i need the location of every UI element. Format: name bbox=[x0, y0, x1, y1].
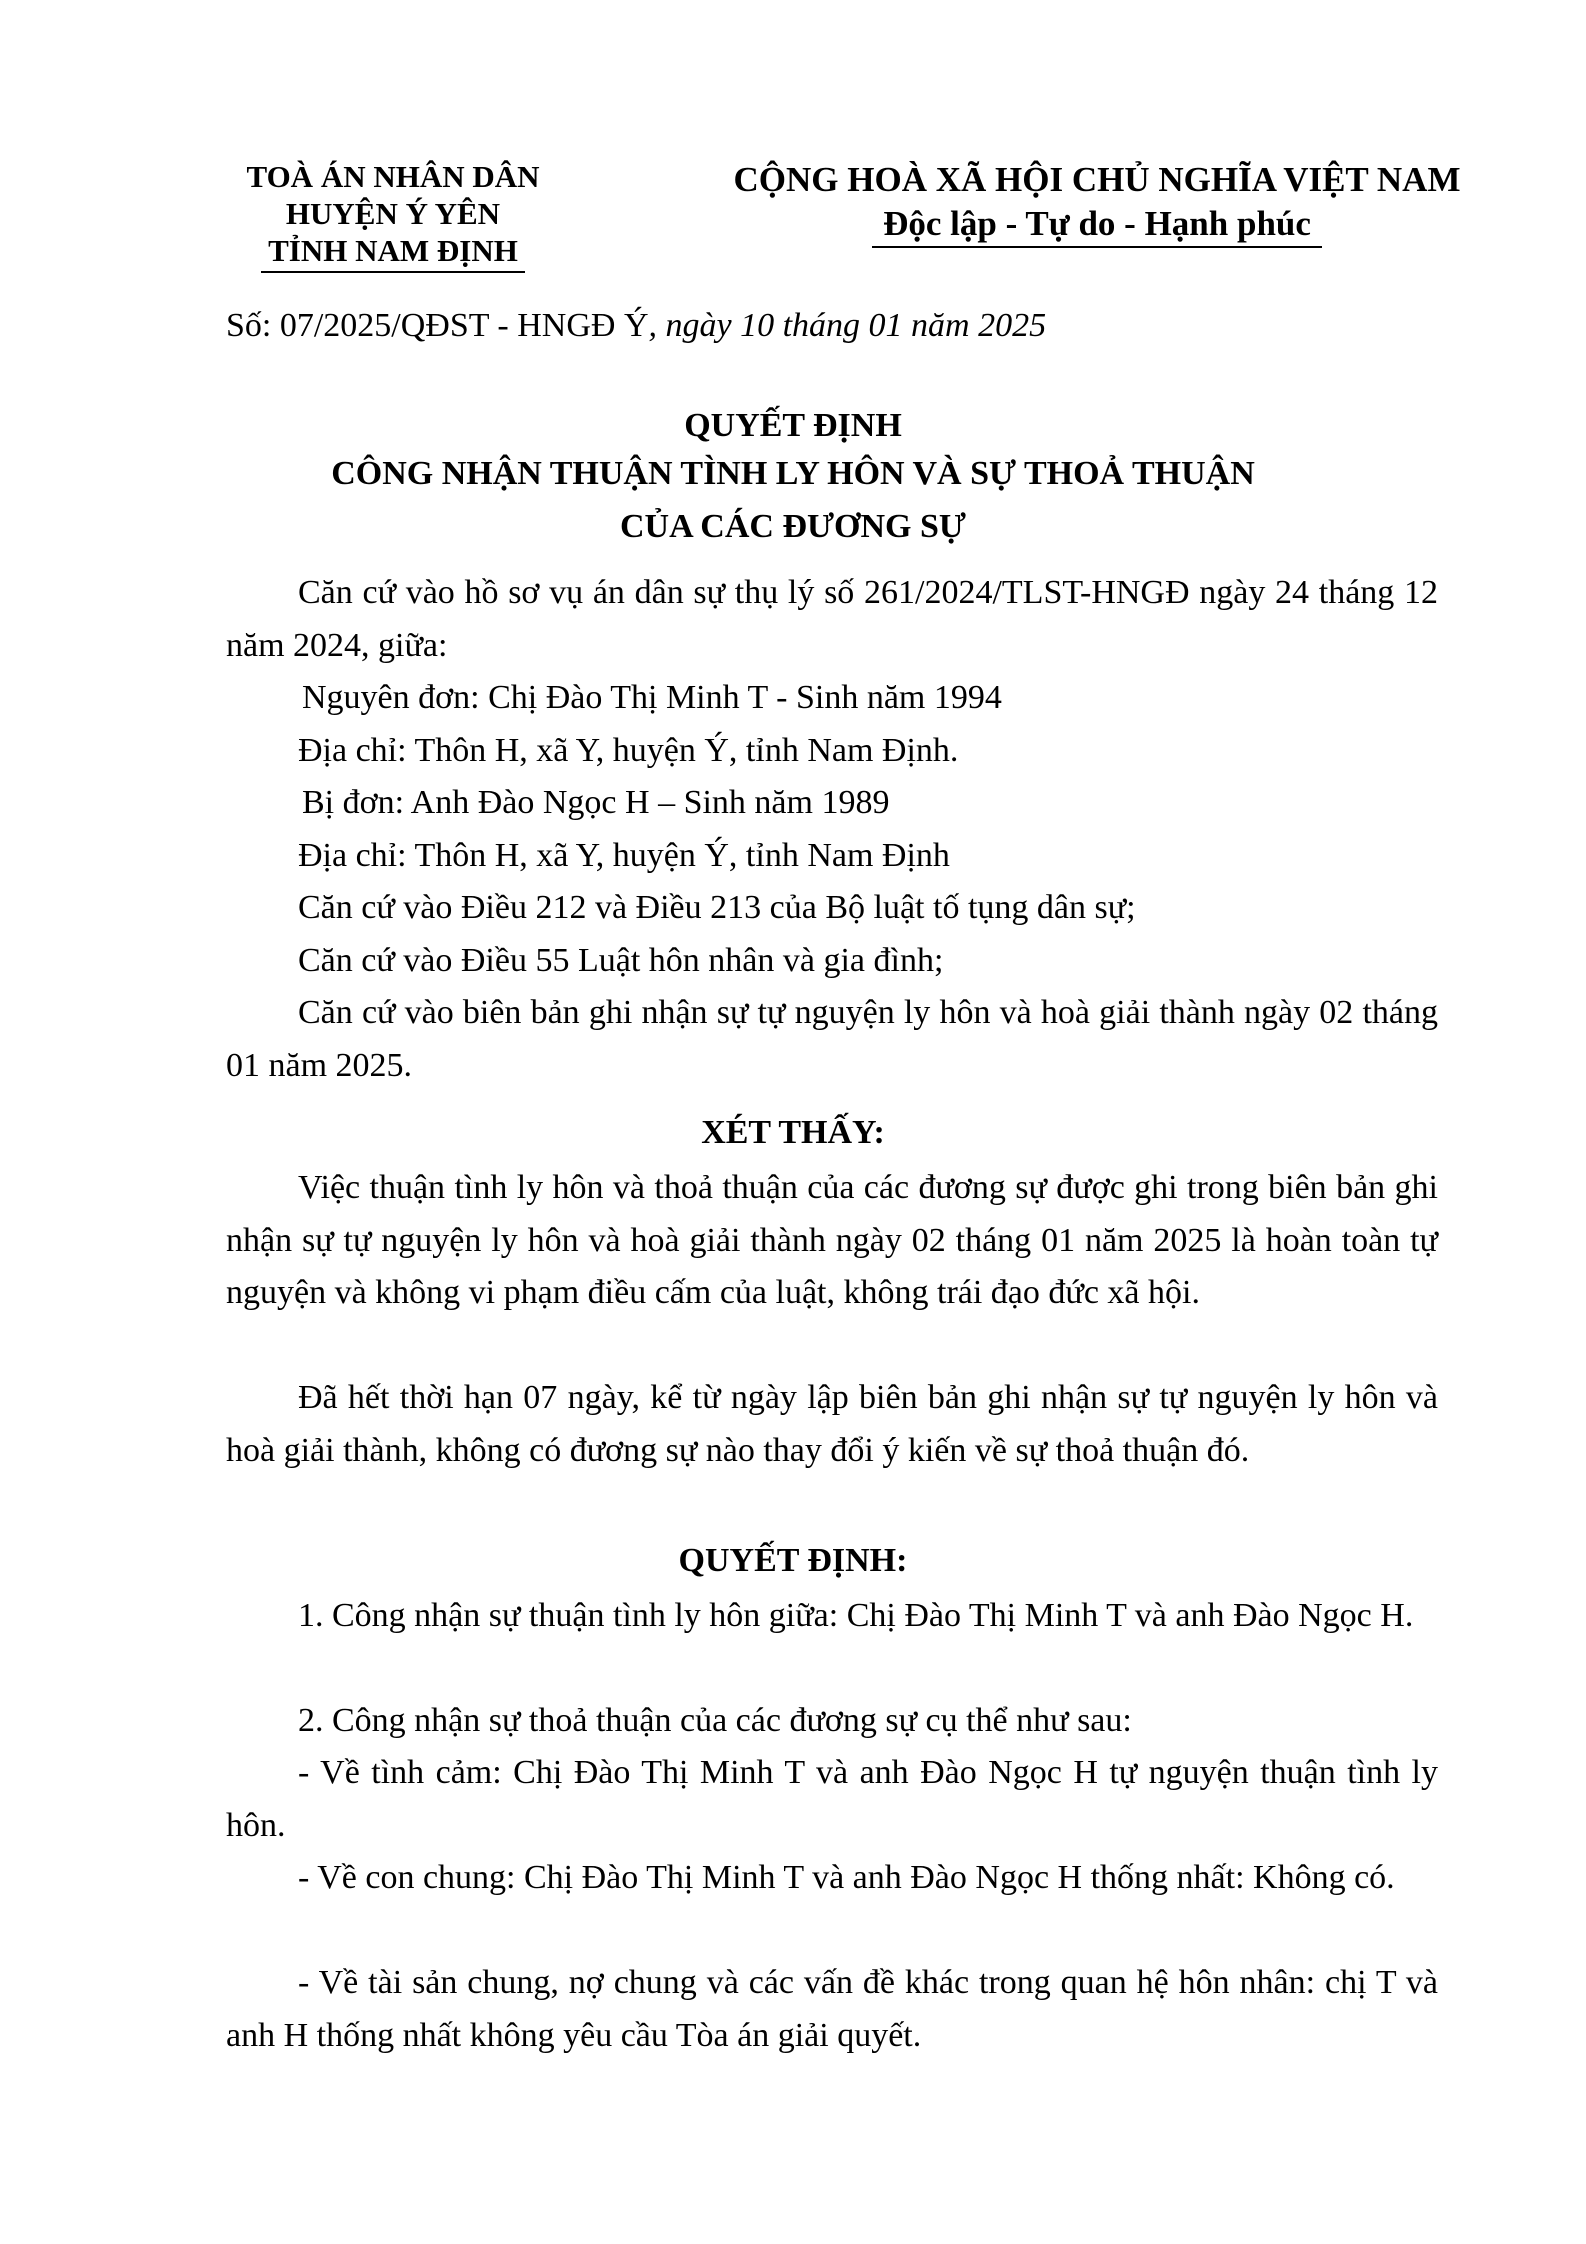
court-underline bbox=[261, 271, 525, 273]
decision-item-1: 1. Công nhận sự thuận tình ly hôn giữa: Chị Đào Thị Minh T và anh Đào Ngọc H. bbox=[298, 1597, 1414, 1634]
findings-paragraph-2: Đã hết thời hạn 07 ngày, kể từ ngày lập biên bản ghi nhận sự tự nguyện ly hôn và hoà giải thành, không có đương sự nào thay đổi ý kiến về sự thoả thuận đó. bbox=[226, 1379, 1438, 1469]
decision-item-2: 2. Công nhận sự thoả thuận của các đương sự cụ thể như sau: bbox=[298, 1702, 1132, 1739]
plaintiff-address-line: Địa chỉ: Thôn H, xã Y, huyện Ý, tỉnh Nam Định. bbox=[298, 732, 959, 769]
document-number: Số: 07/2025/QĐST - HNGĐ Ý bbox=[226, 307, 649, 344]
document-date: , ngày 10 tháng 01 năm 2025 bbox=[648, 307, 1047, 344]
law-basis-line-2: Căn cứ vào Điều 55 Luật hôn nhân và gia đình; bbox=[298, 942, 944, 979]
record-basis-paragraph: Căn cứ vào biên bản ghi nhận sự tự nguyện ly hôn và hoà giải thành ngày 02 tháng 01 năm 2025. bbox=[226, 994, 1438, 1084]
court-district: HUYỆN Ý YÊN bbox=[285, 196, 501, 231]
motto-underline bbox=[872, 246, 1322, 248]
defendant-line: Bị đơn: Anh Đào Ngọc H – Sinh năm 1989 bbox=[302, 784, 890, 821]
court-header bbox=[228, 158, 558, 273]
decision-property: - Về tài sản chung, nợ chung và các vấn đề khác trong quan hệ hôn nhân: chị T và anh H thống nhất không yêu cầu Tòa án giải quyết. bbox=[226, 1964, 1438, 2054]
country-name: CỘNG HOÀ XÃ HỘI CHỦ NGHĨA VIỆT NAM bbox=[733, 160, 1461, 199]
decision-children: - Về con chung: Chị Đào Thị Minh T và anh Đào Ngọc H thống nhất: Không có. bbox=[298, 1859, 1395, 1896]
findings-heading: XÉT THẤY: bbox=[701, 1114, 885, 1151]
document-title: QUYẾT ĐỊNH bbox=[684, 407, 902, 444]
court-name: TOÀ ÁN NHÂN DÂN bbox=[246, 159, 540, 194]
plaintiff-line: Nguyên đơn: Chị Đào Thị Minh T - Sinh năm 1994 bbox=[302, 679, 1002, 716]
national-header bbox=[712, 158, 1482, 248]
basis-case-paragraph: Căn cứ vào hồ sơ vụ án dân sự thụ lý số 261/2024/TLST-HNGĐ ngày 24 tháng 12 năm 2024, giữa: bbox=[226, 574, 1438, 664]
national-motto: Độc lập - Tự do - Hạnh phúc bbox=[883, 204, 1311, 243]
decision-heading: QUYẾT ĐỊNH: bbox=[678, 1542, 908, 1579]
document-subtitle-line2: CỦA CÁC ĐƯƠNG SỰ bbox=[620, 508, 966, 545]
document-subtitle-line1: CÔNG NHẬN THUẬN TÌNH LY HÔN VÀ SỰ THOẢ THUẬN bbox=[331, 455, 1255, 492]
decision-emotion: - Về tình cảm: Chị Đào Thị Minh T và anh Đào Ngọc H tự nguyện thuận tình ly hôn. bbox=[226, 1754, 1438, 1844]
document-number-line bbox=[226, 302, 1046, 350]
court-province: TỈNH NAM ĐỊNH bbox=[268, 233, 518, 268]
findings-paragraph-1: Việc thuận tình ly hôn và thoả thuận của các đương sự được ghi trong biên bản ghi nhận sự tự nguyện ly hôn và hoà giải thành ngày 02 tháng 01 năm 2025 là hoàn toàn tự nguyện và không vi phạm điều cấm của luật, không trái đạo đức xã hội. bbox=[226, 1169, 1438, 1311]
defendant-address-line: Địa chỉ: Thôn H, xã Y, huyện Ý, tỉnh Nam Định bbox=[298, 837, 950, 874]
law-basis-line-1: Căn cứ vào Điều 212 và Điều 213 của Bộ luật tố tụng dân sự; bbox=[298, 889, 1136, 926]
